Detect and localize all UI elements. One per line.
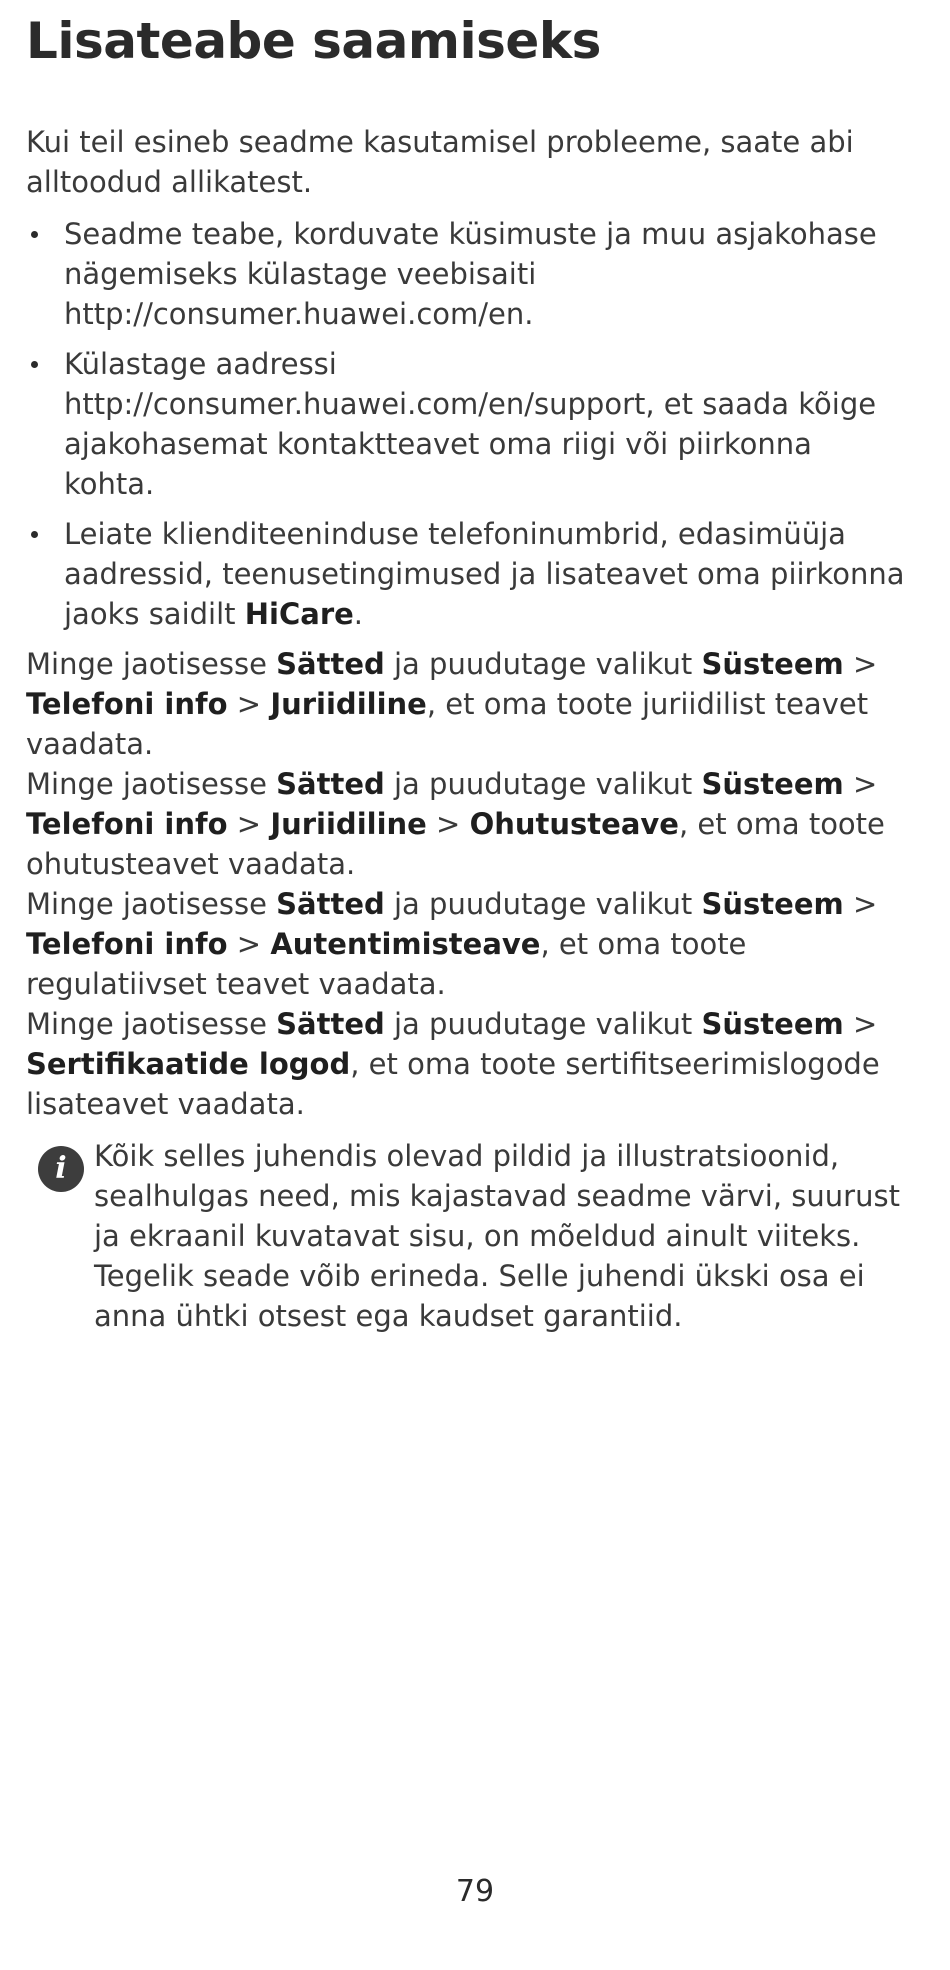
help-sources-list [26,214,906,634]
bullet-icon [31,231,38,238]
list-item [26,214,906,334]
settings-label: Sätted [276,1007,385,1041]
hicare-label: HiCare [244,597,354,631]
list-item: Leiate klienditeeninduse telefoninumbrid, edasimüüja aadressid, teenusetingimused ja lisateavet oma piirkonna jaoks saidilt HiCare. [26,514,906,634]
page-number: 79 [455,1874,495,1909]
bullet-icon [31,531,38,538]
page-title: Lisateabe saamiseks [26,12,601,70]
legal-label: Juriidiline [270,687,427,721]
phone-info-label: Telefoni info [26,807,228,841]
bullet-icon [31,361,38,368]
authentication-info-label: Autentimisteave [270,927,541,961]
legal-info-paragraph: Minge jaotisesse Sätted ja puudutage valikut Süsteem > Telefoni info > Juriidiline, et oma toote juriidilist teavet vaadata. [26,647,878,761]
system-label: Süsteem [701,1007,844,1041]
phone-info-label: Telefoni info [26,687,228,721]
list-item-text: Seadme teabe, korduvate küsimuste ja muu asjakohase nägemiseks külastage veebisaiti http://consumer.huawei.com/en. [64,217,877,331]
safety-info-paragraph: Minge jaotisesse Sätted ja puudutage valikut Süsteem > Telefoni info > Juriidiline > Ohutusteave, et oma toote ohutusteavet vaadata. [26,767,885,881]
settings-label: Sätted [276,647,385,681]
disclaimer-note [26,1136,906,1336]
legal-label: Juriidiline [270,807,427,841]
system-label: Süsteem [701,887,844,921]
phone-info-label: Telefoni info [26,927,228,961]
disclaimer-text: Kõik selles juhendis olevad pildid ja illustratsioonid, sealhulgas need, mis kajastavad seadme värvi, suurust ja ekraanil kuvatavat sisu, on mõeldud ainult viiteks. Tegelik seade võib erineda. Selle juhendi ükski osa ei anna ühtki otsest ega kaudset garantiid. [94,1139,900,1333]
intro-text: Kui teil esineb seadme kasutamisel probleeme, saate abi alltoodud allikatest. [26,125,854,199]
list-item-text: Külastage aadressi http://consumer.huawei.com/en/support, et saada kõige ajakohasemat kontaktteavet oma riigi või piirkonna kohta. [64,347,877,501]
settings-label: Sätted [276,887,385,921]
list-item-text: Leiate klienditeeninduse telefoninumbrid, edasimüüja aadressid, teenusetingimused ja lisateavet oma piirkonna jaoks saidilt [64,517,905,631]
certification-logos-label: Sertifikaatide logod [26,1047,351,1081]
system-label: Süsteem [701,767,844,801]
document-page [26,0,906,1336]
safety-info-label: Ohutusteave [469,807,679,841]
info-icon: i [38,1146,84,1192]
system-label: Süsteem [701,647,844,681]
list-item [26,344,906,504]
regulatory-info-paragraph: Minge jaotisesse Sätted ja puudutage valikut Süsteem > Telefoni info > Autentimisteave, et oma toote regulatiivset teavet vaadata. [26,887,878,1001]
settings-label: Sätted [276,767,385,801]
certification-logos-paragraph: Minge jaotisesse Sätted ja puudutage valikut Süsteem > Sertifikaatide logod, et oma toote sertifitseerimislogode lisateavet vaadata. [26,1007,880,1121]
